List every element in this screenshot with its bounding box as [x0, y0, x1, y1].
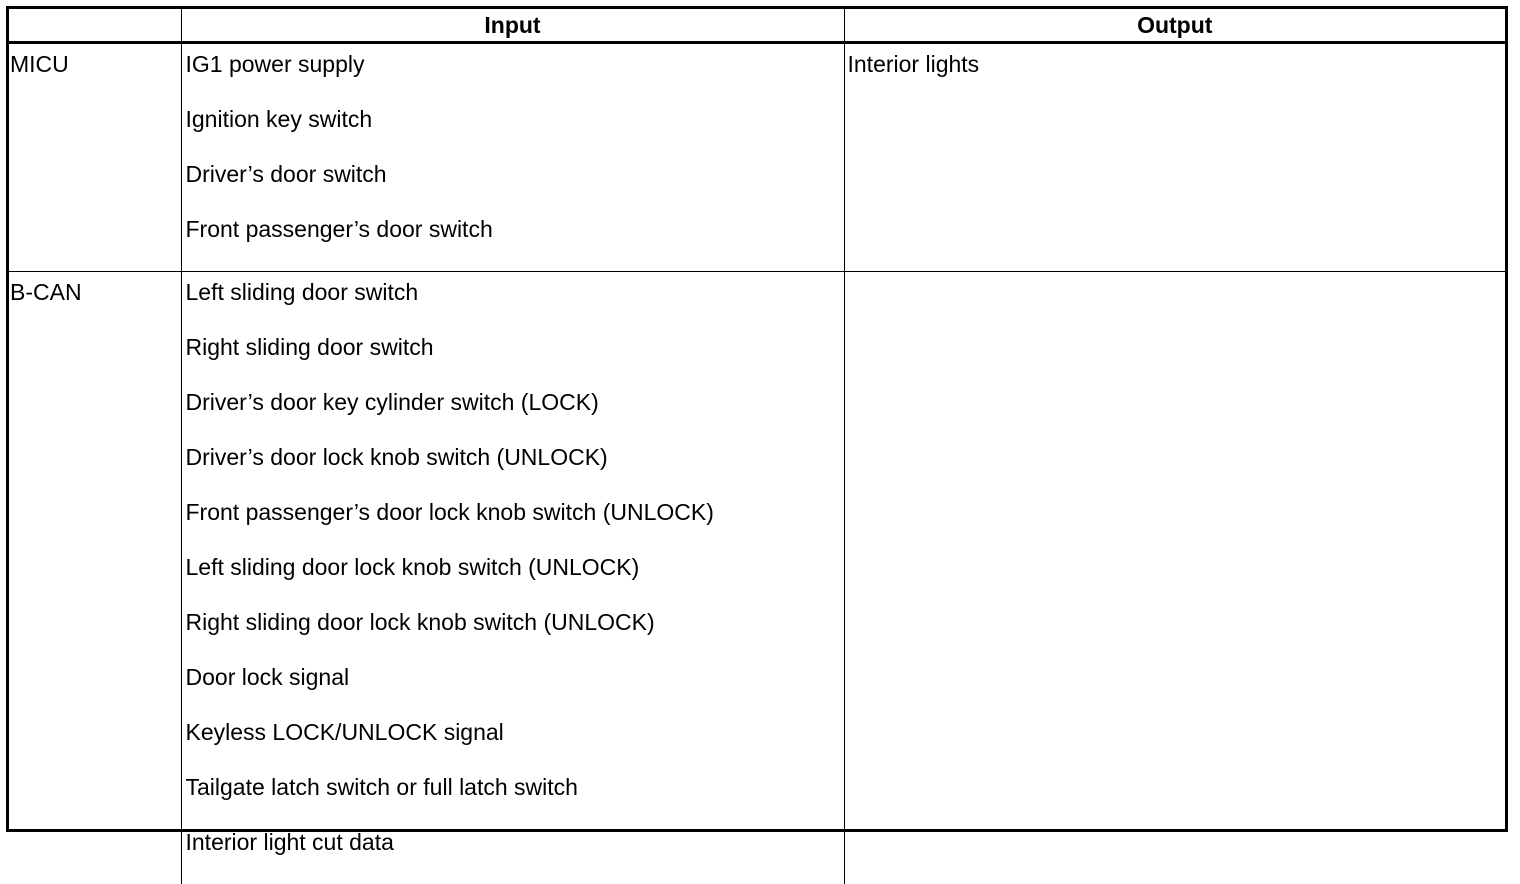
- output-text: Interior lights: [845, 44, 1506, 77]
- input-item: Door lock signal: [186, 664, 844, 719]
- io-table-container: [6, 6, 1508, 832]
- input-item: Left sliding door lock knob switch (UNLOCK): [186, 554, 844, 609]
- input-item: Keyless LOCK/UNLOCK signal: [186, 719, 844, 774]
- input-item: Front passenger’s door switch: [186, 216, 844, 271]
- output-text: [845, 272, 1506, 279]
- input-item: Right sliding door switch: [186, 334, 844, 389]
- table-row-micu: [9, 43, 1505, 272]
- input-item: Front passenger’s door lock knob switch (UNLOCK): [186, 499, 844, 554]
- table-row-bcan: [9, 272, 1505, 884]
- input-cell: [181, 272, 844, 884]
- input-item: IG1 power supply: [186, 51, 844, 106]
- input-cell: [181, 43, 844, 272]
- input-item: Interior light cut data: [186, 829, 844, 884]
- input-item: Driver’s door switch: [186, 161, 844, 216]
- row-label: B-CAN: [9, 272, 181, 305]
- input-item: Right sliding door lock knob switch (UNLOCK): [186, 609, 844, 664]
- io-table: [9, 9, 1505, 884]
- output-cell: [844, 43, 1505, 272]
- input-item: Driver’s door lock knob switch (UNLOCK): [186, 444, 844, 499]
- row-label: MICU: [9, 44, 181, 77]
- output-cell: [844, 272, 1505, 884]
- row-label-cell: [9, 272, 181, 884]
- header-output: Output: [844, 9, 1505, 43]
- input-item: Tailgate latch switch or full latch switch: [186, 774, 844, 829]
- input-item: Left sliding door switch: [186, 279, 844, 334]
- header-row: [9, 9, 1505, 43]
- header-blank: [9, 9, 181, 43]
- row-label-cell: [9, 43, 181, 272]
- input-item: Driver’s door key cylinder switch (LOCK): [186, 389, 844, 444]
- header-input: Input: [181, 9, 844, 43]
- input-item: Ignition key switch: [186, 106, 844, 161]
